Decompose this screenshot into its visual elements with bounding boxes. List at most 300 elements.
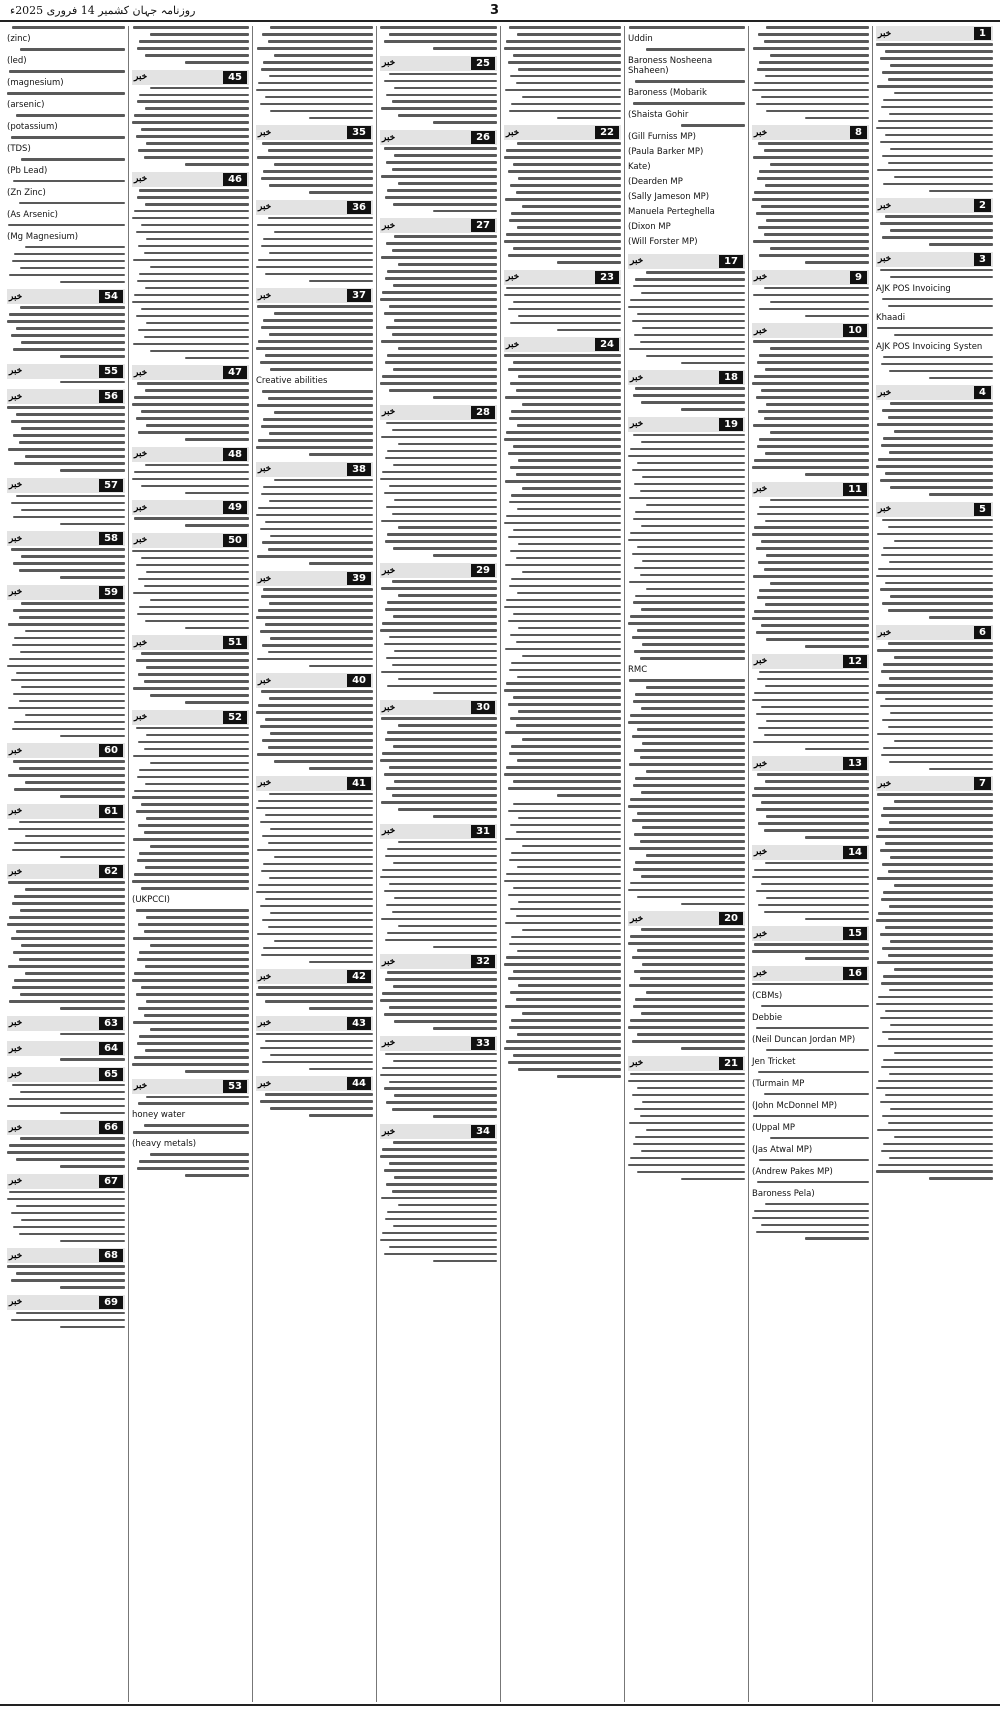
text-line: [511, 852, 621, 855]
text-line: [894, 1052, 993, 1055]
text-line: [381, 918, 497, 921]
text-line: [256, 347, 373, 350]
text-line: [890, 595, 993, 598]
text-line: [754, 692, 869, 695]
text-line: [506, 515, 621, 518]
item-header: [876, 252, 993, 267]
text-line: [877, 649, 993, 652]
text-line: [185, 701, 249, 704]
text-line: [139, 1035, 249, 1038]
text-line: [384, 312, 497, 315]
text-line: [883, 975, 993, 978]
text-line: [757, 596, 869, 599]
text-line: [885, 1094, 993, 1097]
item-header: [7, 1295, 125, 1310]
text-line: [513, 54, 621, 57]
text-line: [516, 557, 621, 560]
inline-latin-text: (TDS): [7, 143, 125, 155]
item-header: [380, 700, 497, 715]
item-header: [876, 625, 993, 640]
item-body: [380, 147, 497, 212]
item-number: 38: [347, 463, 371, 476]
item-marker: خبر: [134, 712, 148, 723]
item-body: [876, 43, 993, 192]
text-line: [257, 305, 373, 308]
text-line: [265, 718, 373, 721]
text-line: [881, 363, 993, 366]
text-line: [765, 780, 869, 783]
text-line: [509, 585, 621, 588]
item-header: [876, 26, 993, 41]
text-line: [511, 578, 621, 581]
item-header: [504, 125, 621, 140]
item-marker: خبر: [134, 502, 148, 513]
news-item: [256, 462, 373, 565]
item-marker: خبر: [134, 637, 148, 648]
text-line: [630, 1073, 745, 1076]
text-line: [60, 281, 125, 284]
news-item: [7, 1067, 125, 1115]
text-line: [261, 870, 373, 873]
text-line: [883, 547, 993, 550]
text-line: [805, 957, 869, 960]
text-line: [880, 849, 993, 852]
text-line: [880, 57, 993, 60]
text-line: [261, 954, 373, 957]
item-header: [132, 70, 249, 85]
item-marker: خبر: [9, 533, 23, 544]
text-line: [260, 630, 373, 633]
text-line: [889, 905, 993, 908]
text-line: [752, 89, 869, 92]
text-line: [752, 466, 869, 469]
text-line: [878, 828, 993, 831]
item-number: 2: [974, 199, 991, 212]
text-line: [132, 217, 249, 220]
text-line: [506, 682, 621, 685]
text-line: [185, 1174, 249, 1177]
text-line: [894, 800, 993, 803]
text-line: [269, 697, 373, 700]
text-line: [145, 620, 249, 623]
text-line: [387, 533, 497, 536]
text-line: [380, 1239, 497, 1242]
item-header: [256, 673, 373, 688]
text-line: [433, 47, 497, 50]
item-body: [132, 1096, 249, 1177]
news-item: [628, 911, 745, 1049]
text-line: [766, 403, 869, 406]
news-item: [876, 26, 993, 192]
text-line: [758, 904, 869, 907]
text-line: [137, 958, 249, 961]
text-line: [761, 389, 869, 392]
text-line: [257, 849, 373, 852]
text-line: [929, 493, 993, 496]
news-item: [504, 125, 621, 263]
text-line: [60, 1326, 125, 1329]
text-line: [764, 40, 869, 43]
item-number: 39: [347, 572, 371, 585]
text-line: [929, 190, 993, 193]
text-line: [641, 1150, 745, 1153]
text-line: [881, 1150, 993, 1153]
inline-latin-text: (Jas Atwal MP): [752, 1144, 869, 1156]
text-line: [505, 1005, 621, 1008]
news-item: [7, 364, 125, 384]
item-marker: خبر: [382, 58, 396, 69]
text-line: [262, 1061, 373, 1064]
text-line: [380, 1074, 497, 1077]
text-line: [144, 252, 249, 255]
text-line: [269, 500, 373, 503]
text-line: [756, 890, 869, 893]
text-line: [504, 963, 621, 966]
text-line: [133, 937, 249, 940]
text-line: [506, 766, 621, 769]
text-line: [753, 575, 869, 578]
text-line: [274, 856, 373, 859]
text-line: [433, 1260, 497, 1263]
text-line: [8, 881, 125, 884]
text-line: [60, 1007, 125, 1010]
column-4: [500, 26, 624, 1702]
text-line: [382, 752, 497, 755]
text-line: [630, 882, 745, 885]
text-line: [309, 1007, 373, 1010]
text-line: [139, 951, 249, 954]
text-line: [511, 1019, 621, 1022]
text-line: [885, 926, 993, 929]
text-line: [517, 676, 621, 679]
text-line: [634, 483, 745, 486]
news-item: [504, 337, 621, 797]
text-line: [269, 184, 373, 187]
item-marker: خبر: [630, 1058, 644, 1069]
news-item: [256, 125, 373, 193]
text-line: [508, 787, 621, 790]
inline-latin-text: (John McDonnel MP): [752, 1100, 869, 1112]
text-line: [134, 114, 249, 117]
text-line: [14, 637, 125, 640]
item-body: [7, 1137, 125, 1168]
text-line: [754, 1210, 869, 1213]
text-line: [385, 361, 497, 364]
news-item: [628, 370, 745, 411]
text-line: [19, 821, 125, 824]
text-line: [518, 901, 621, 904]
text-line: [12, 260, 125, 263]
text-line: [885, 215, 993, 218]
text-line: [761, 540, 869, 543]
text-line: [387, 189, 497, 192]
text-line: [640, 574, 745, 577]
text-line: [890, 1024, 993, 1027]
news-item: [132, 70, 249, 166]
text-line: [889, 1073, 993, 1076]
text-line: [506, 599, 621, 602]
page-number: 3: [490, 3, 500, 18]
item-body: [256, 1033, 373, 1071]
text-line: [637, 812, 745, 815]
text-line: [516, 389, 621, 392]
text-line: [635, 861, 745, 864]
text-line: [13, 693, 125, 696]
text-line: [60, 1058, 125, 1061]
news-item: [7, 1248, 125, 1289]
text-line: [770, 499, 869, 502]
text-line: [764, 149, 869, 152]
text-line: [510, 717, 621, 720]
text-line: [137, 100, 249, 103]
text-line: [505, 922, 621, 925]
text-line: [394, 1176, 497, 1179]
item-body: [7, 881, 125, 1009]
text-line: [770, 301, 869, 304]
text-line: [518, 817, 621, 820]
item-header: [7, 289, 125, 304]
text-line: [518, 984, 621, 987]
text-line: [382, 291, 497, 294]
text-line: [392, 249, 497, 252]
item-header: [132, 447, 249, 462]
text-line: [513, 970, 621, 973]
text-line: [144, 336, 249, 339]
text-line: [757, 773, 869, 776]
item-body: [752, 287, 869, 318]
text-line: [516, 915, 621, 918]
item-body: [132, 727, 249, 1073]
item-body: [380, 580, 497, 694]
text-line: [12, 849, 125, 852]
text-line: [256, 711, 373, 714]
item-number: 57: [99, 479, 123, 492]
text-line: [752, 617, 869, 620]
text-line: [263, 319, 373, 322]
text-line: [628, 622, 745, 625]
text-line: [888, 954, 993, 957]
text-line: [263, 61, 373, 64]
text-line: [11, 136, 125, 139]
text-line: [646, 991, 745, 994]
text-line: [758, 727, 869, 730]
text-line: [881, 554, 993, 557]
text-line: [145, 866, 249, 869]
masthead: [0, 0, 1000, 22]
inline-latin-text: (UKPCCI): [132, 894, 249, 906]
item-header: [7, 804, 125, 819]
text-line: [386, 506, 497, 509]
text-line: [145, 783, 249, 786]
text-line: [628, 1164, 745, 1167]
text-line: [14, 895, 125, 898]
text-line: [642, 1101, 745, 1104]
text-line: [12, 1084, 125, 1087]
text-line: [504, 240, 621, 243]
item-number: 48: [223, 448, 247, 461]
item-number: 52: [223, 711, 247, 724]
text-line: [888, 609, 993, 612]
text-line: [764, 734, 869, 737]
item-body: [256, 690, 373, 769]
text-line: [8, 965, 125, 968]
item-header: [752, 845, 869, 860]
text-line: [132, 301, 249, 304]
item-number: 6: [974, 626, 991, 639]
item-marker: خبر: [9, 745, 23, 756]
text-line: [20, 651, 125, 654]
text-line: [633, 102, 745, 105]
text-line: [506, 873, 621, 876]
news-item: [628, 417, 745, 906]
text-line: [256, 807, 373, 810]
text-line: [269, 333, 373, 336]
text-line: [381, 520, 497, 523]
text-line: [145, 965, 249, 968]
item-number: 33: [471, 1037, 495, 1050]
text-line: [386, 904, 497, 907]
text-line: [634, 970, 745, 973]
item-marker: خبر: [382, 132, 396, 143]
text-line: [16, 1272, 125, 1275]
text-line: [398, 1204, 497, 1207]
text-line: [14, 979, 125, 982]
text-line: [381, 107, 497, 110]
item-marker: خبر: [630, 256, 644, 267]
item-marker: خبر: [506, 339, 520, 350]
item-marker: خبر: [134, 1081, 148, 1091]
text-line: [878, 684, 993, 687]
text-line: [380, 999, 497, 1002]
text-line: [133, 26, 249, 29]
text-line: [759, 254, 869, 257]
item-marker: خبر: [382, 826, 396, 837]
text-line: [381, 587, 497, 590]
text-line: [630, 714, 745, 717]
text-line: [889, 561, 993, 564]
text-line: [19, 958, 125, 961]
text-line: [770, 582, 869, 585]
text-line: [146, 322, 249, 325]
publication-date-line: روزنامہ جہان کشمیر 14 فروری 2025ء: [10, 3, 196, 17]
text-line: [146, 1096, 249, 1099]
item-marker: خبر: [382, 220, 396, 231]
item-body: [504, 287, 621, 332]
text-line: [632, 735, 745, 738]
text-line: [393, 615, 497, 618]
text-line: [433, 210, 497, 213]
text-line: [382, 992, 497, 995]
text-line: [263, 418, 373, 421]
text-line: [380, 26, 497, 29]
text-line: [382, 1067, 497, 1070]
text-line: [386, 1101, 497, 1104]
text-line: [385, 939, 497, 942]
text-line: [11, 548, 125, 551]
text-line: [256, 616, 373, 619]
text-line: [641, 791, 745, 794]
item-body: [256, 305, 373, 455]
text-line: [883, 183, 993, 186]
news-item: [256, 571, 373, 667]
text-line: [385, 855, 497, 858]
text-line: [381, 256, 497, 259]
text-line: [136, 909, 249, 912]
text-line: [513, 696, 621, 699]
text-line: [510, 322, 621, 325]
text-line: [929, 616, 993, 619]
item-marker: خبر: [9, 1069, 23, 1080]
text-line: [878, 912, 993, 915]
text-line: [138, 1007, 249, 1010]
text-line: [25, 781, 125, 784]
bottom-rule: [0, 1704, 1000, 1706]
news-item: [504, 26, 621, 119]
text-line: [513, 803, 621, 806]
text-line: [13, 348, 125, 351]
text-line: [133, 592, 249, 595]
text-line: [19, 1233, 125, 1236]
text-line: [509, 1026, 621, 1029]
text-line: [141, 485, 249, 488]
text-line: [387, 450, 497, 453]
text-line: [387, 932, 497, 935]
text-line: [133, 1021, 249, 1024]
article-columns: [4, 26, 996, 1702]
text-line: [883, 807, 993, 810]
item-header: [256, 969, 373, 984]
news-item: [7, 1295, 125, 1329]
item-marker: خبر: [754, 325, 768, 336]
text-line: [60, 469, 125, 472]
text-line: [880, 933, 993, 936]
text-line: [398, 724, 497, 727]
inline-latin-text: (magnesium): [7, 77, 125, 89]
item-number: 47: [223, 366, 247, 379]
text-line: [504, 47, 621, 50]
text-line: [309, 191, 373, 194]
text-line: [885, 842, 993, 845]
text-line: [9, 313, 125, 316]
text-line: [139, 1160, 249, 1163]
text-line: [890, 1108, 993, 1111]
text-line: [522, 1012, 621, 1015]
news-item: [380, 954, 497, 1029]
text-line: [262, 835, 373, 838]
text-line: [757, 177, 869, 180]
text-line: [753, 156, 869, 159]
text-line: [384, 40, 497, 43]
text-line: [752, 794, 869, 797]
text-line: [505, 480, 621, 483]
item-body: [256, 217, 373, 282]
text-line: [268, 651, 373, 654]
text-line: [805, 645, 869, 648]
text-line: [265, 96, 373, 99]
text-line: [150, 599, 249, 602]
text-line: [145, 107, 249, 110]
text-line: [517, 226, 621, 229]
news-item: [380, 218, 497, 398]
item-number: 1: [974, 27, 991, 40]
text-line: [504, 880, 621, 883]
column-1: [872, 26, 996, 1702]
inline-latin-text: (zinc): [7, 33, 125, 45]
text-line: [753, 340, 869, 343]
text-line: [630, 798, 745, 801]
item-body: [132, 26, 249, 64]
text-line: [508, 1061, 621, 1064]
